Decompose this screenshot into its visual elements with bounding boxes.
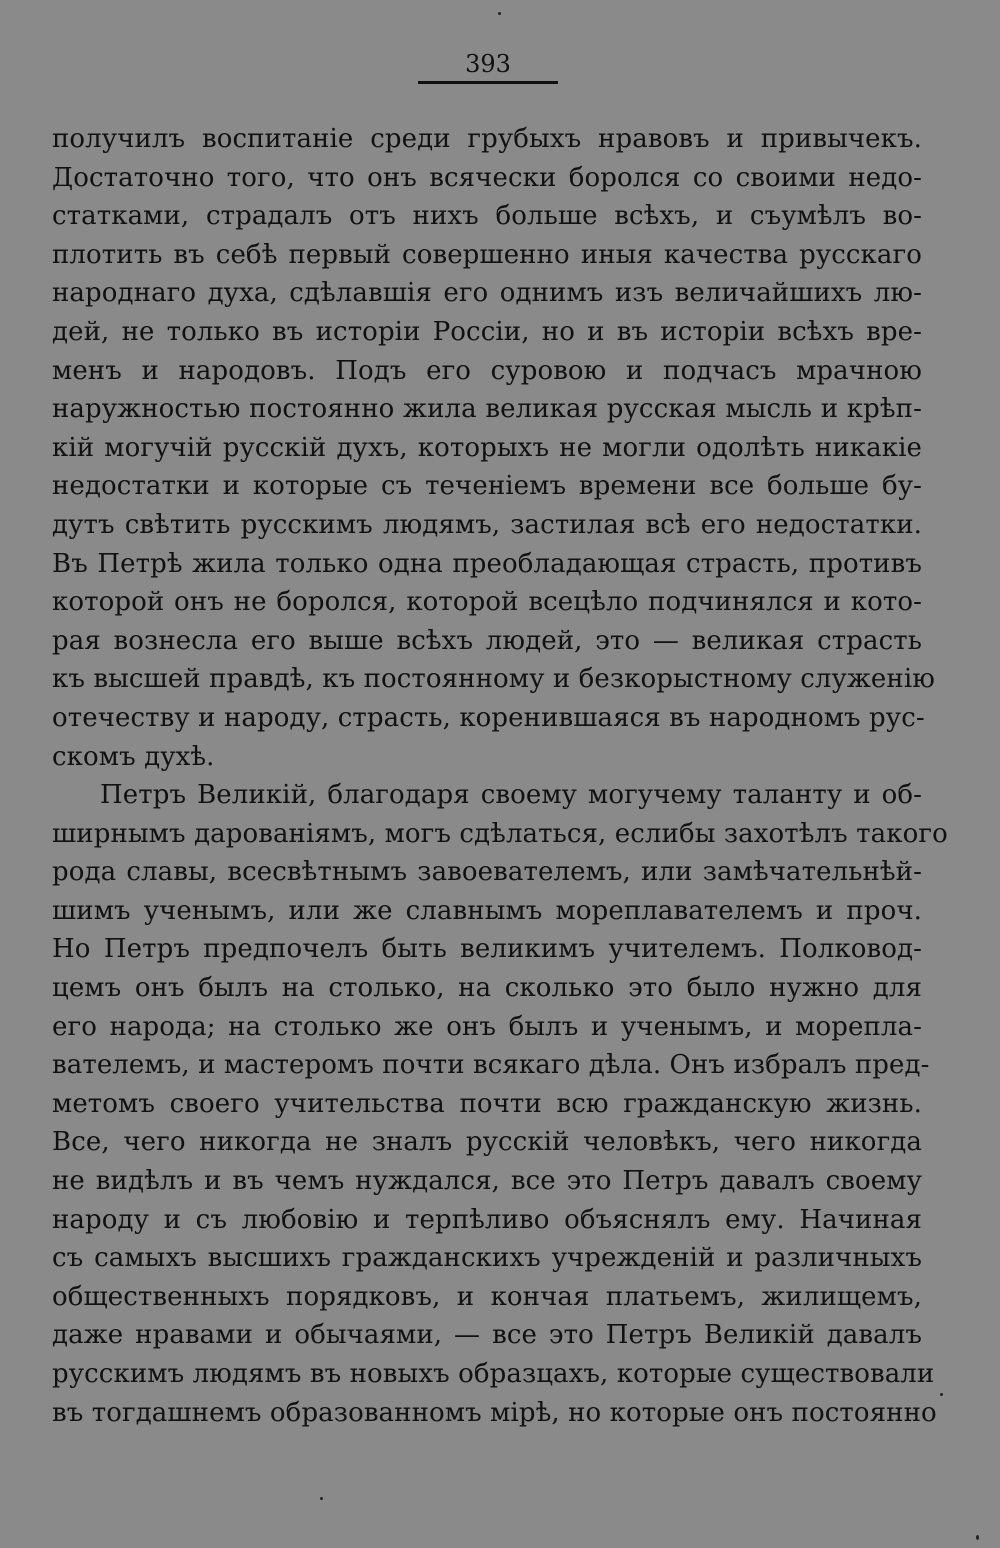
text-line: плотить въ себѣ первый совершенно иныя качества русскаго — [52, 239, 922, 270]
text-line: метомъ своего учительства почти всю гражданскую жизнь. — [52, 1088, 922, 1119]
text-line: не видѣлъ и въ чемъ нуждался, все это Петръ давалъ своему — [52, 1166, 922, 1197]
text-line: общественныхъ порядковъ, и кончая платьемъ, жилищемъ, — [52, 1281, 922, 1312]
text-line: рая вознесла его выше всѣхъ людей, это — великая страсть — [52, 625, 922, 656]
text-line: кій могучій русскій духъ, которыхъ не могли одолѣть никакіе — [52, 432, 922, 463]
text-line: Въ Петрѣ жила только одна преобладающая страсть, противъ — [52, 548, 922, 579]
scan-speck — [940, 1393, 943, 1396]
text-line: съ самыхъ высшихъ гражданскихъ учрежденій и различныхъ — [52, 1243, 922, 1274]
text-line: Петръ Великій, благодаря своему могучему таланту и об- — [100, 780, 922, 811]
text-line: вателемъ, и мастеромъ почти всякаго дѣла. Онъ избралъ пред- — [52, 1050, 930, 1081]
text-line: его народа; на столько же онъ былъ и ученымъ, и морепла- — [52, 1011, 922, 1042]
text-line: наружностью постоянно жила великая русская мысль и крѣп- — [52, 394, 922, 425]
text-line: недостатки и которые съ теченіемъ времени все больше бу- — [52, 471, 922, 502]
text-line: даже нравами и обычаями, — все это Петръ Великій давалъ — [52, 1320, 922, 1351]
text-line: ширнымъ дарованіямъ, могъ сдѣлаться, еслибы захотѣлъ такого — [52, 818, 948, 849]
text-line: дей, не только въ исторіи Россіи, но и въ исторіи всѣхъ вре- — [52, 316, 922, 347]
text-line: народнаго духа, сдѣлавшія его однимъ изъ величайшихъ лю- — [52, 278, 922, 309]
page-number: 393 — [465, 50, 511, 78]
text-line: которой онъ не боролся, которой всецѣло подчинялся и кото- — [52, 587, 922, 618]
text-line: шимъ ученымъ, или же славнымъ мореплавателемъ и проч. — [52, 895, 922, 926]
text-line: народу и съ любовію и терпѣливо объяснялъ ему. Начиная — [52, 1204, 922, 1235]
paragraph-1 — [52, 120, 935, 776]
text-line: рода славы, всесвѣтнымъ завоевателемъ, или замѣчательнѣй- — [52, 857, 922, 888]
scan-speck — [976, 1535, 979, 1540]
text-line: статками, страдалъ отъ нихъ больше всѣхъ, и съумѣлъ во- — [52, 201, 922, 232]
text-line: получилъ воспитаніе среди грубыхъ нравовъ и привычекъ. — [52, 124, 922, 154]
text-line: Достаточно того, что онъ всячески боролся со своими недо- — [52, 162, 922, 193]
text-body — [52, 120, 948, 1432]
paragraph-2 — [52, 776, 948, 1432]
text-line: Но Петръ предпочелъ быть великимъ учителемъ. Полковод- — [52, 934, 922, 965]
scan-speck — [320, 1497, 323, 1500]
text-line: цемъ онъ былъ на столько, на сколько это было нужно для — [52, 973, 922, 1004]
text-line: дутъ свѣтить русскимъ людямъ, застилая всѣ его недостатки. — [52, 509, 922, 540]
text-line: менъ и народовъ. Подъ его суровою и подчасъ мрачною — [52, 355, 922, 386]
text-line: Все, чего никогда не зналъ русскій человѣкъ, чего никогда — [52, 1127, 922, 1158]
text-line: въ тогдашнемъ образованномъ мірѣ, но которые онъ постоянно — [52, 1397, 937, 1428]
scan-speck — [498, 12, 501, 15]
page-number-block — [418, 50, 558, 78]
page-number-underline — [418, 81, 558, 84]
text-line: русскимъ людямъ въ новыхъ образцахъ, которые существовали — [52, 1359, 935, 1389]
text-line: къ высшей правдѣ, къ постоянному и безкорыстному служенію — [52, 664, 935, 695]
text-line: отечеству и народу, страсть, коренившаяся въ народномъ рус- — [52, 702, 925, 733]
text-line: скомъ духѣ. — [52, 741, 215, 772]
